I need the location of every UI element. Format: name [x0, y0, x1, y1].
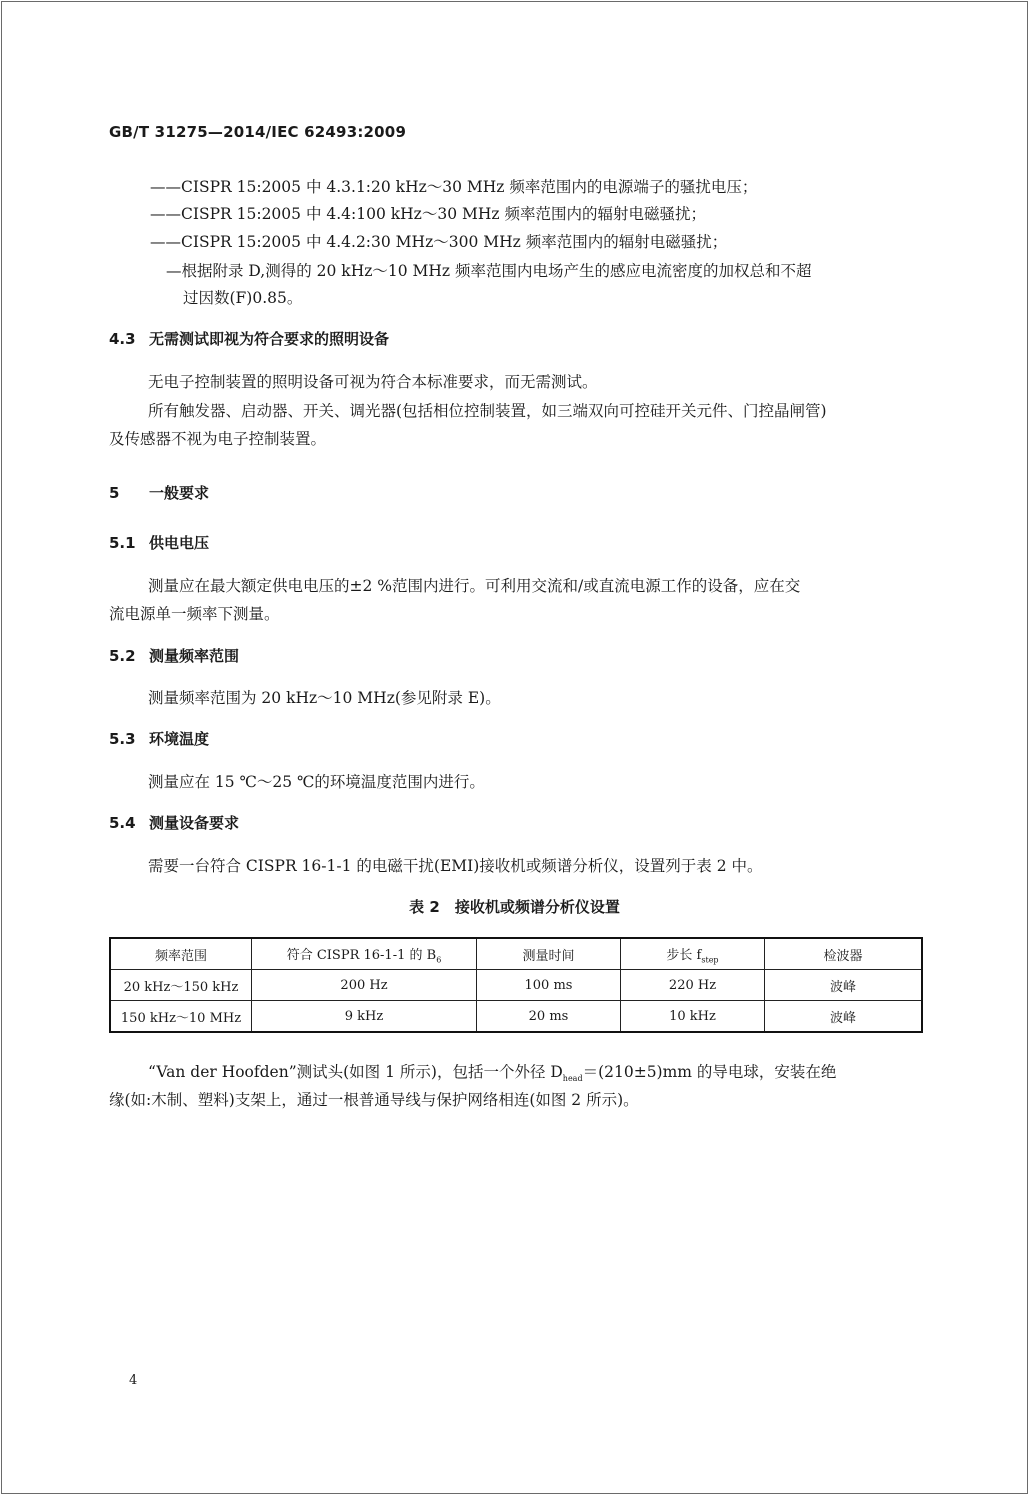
paragraph: 所有触发器、启动器、开关、调光器(包括相位控制装置，如三端双向可控硅开关元件、门控晶闸管)	[148, 402, 827, 420]
section-heading-5	[109, 482, 209, 503]
standard-header: GB/T 31275—2014/IEC 62493:2009	[109, 123, 407, 141]
section-title: 环境温度	[149, 730, 210, 748]
table-cell: 20 kHz～150 kHz	[110, 970, 252, 1001]
paragraph: 需要一台符合 CISPR 16-1-1 的电磁干扰(EMI)接收机或频谱分析仪，设置列于表 2 中。	[148, 857, 763, 875]
list-item: —根据附录 D,测得的 20 kHz～10 MHz 频率范围内电场产生的感应电流密度的加权总和不超	[166, 262, 812, 280]
header-cell: 频率范围	[110, 938, 252, 970]
section-title: 测量设备要求	[149, 814, 240, 832]
section-heading-5-3	[109, 728, 209, 749]
section-heading-4-3	[109, 328, 389, 349]
section-title: 无需测试即视为符合要求的照明设备	[149, 330, 390, 348]
table-cell: 200 Hz	[252, 970, 477, 1001]
section-number: 5	[109, 484, 120, 502]
table-cell: 波峰	[765, 1001, 923, 1033]
section-heading-5-4	[109, 812, 239, 833]
table-cell: 150 kHz～10 MHz	[110, 1001, 252, 1033]
paragraph: 流电源单一频率下测量。	[109, 605, 280, 623]
section-heading-5-2	[109, 645, 239, 666]
section-title: 一般要求	[149, 484, 210, 502]
table-row	[110, 1001, 922, 1033]
paragraph: 及传感器不视为电子控制装置。	[109, 430, 327, 448]
section-number: 4.3	[109, 330, 136, 348]
section-title: 供电电压	[149, 534, 210, 552]
section-number: 5.4	[109, 814, 136, 832]
section-number: 5.1	[109, 534, 136, 552]
header-cell: 测量时间	[477, 938, 621, 970]
list-item-continuation: 过因数(F)0.85。	[183, 289, 303, 307]
table-header-row	[110, 938, 922, 970]
paragraph: 测量应在最大额定供电电压的±2 %范围内进行。可利用交流和/或直流电源工作的设备，应在交	[148, 577, 801, 595]
page-number: 4	[129, 1373, 138, 1388]
section-title: 测量频率范围	[149, 647, 240, 665]
section-heading-5-1	[109, 532, 209, 553]
table-cell: 9 kHz	[252, 1001, 477, 1033]
table-cell: 100 ms	[477, 970, 621, 1001]
header-cell: 检波器	[765, 938, 923, 970]
paragraph: 无电子控制装置的照明设备可视为符合本标准要求，而无需测试。	[148, 373, 598, 391]
table-caption: 表 2 接收机或频谱分析仪设置	[409, 898, 620, 916]
paragraph: 测量频率范围为 20 kHz～10 MHz(参见附录 E)。	[148, 689, 501, 707]
section-number: 5.3	[109, 730, 136, 748]
list-item: ——CISPR 15:2005 中 4.4:100 kHz～30 MHz 频率范围内的辐射电磁骚扰；	[150, 205, 706, 223]
table-cell: 220 Hz	[621, 970, 765, 1001]
header-cell: 符合 CISPR 16-1-1 的 $B_6$	[252, 938, 477, 970]
list-item: ——CISPR 15:2005 中 4.3.1:20 kHz～30 MHz 频率范围内的电源端子的骚扰电压；	[150, 178, 758, 196]
table-cell: 10 kHz	[621, 1001, 765, 1033]
table-cell: 20 ms	[477, 1001, 621, 1033]
paragraph: “Van der Hoofden”测试头(如图 1 所示)，包括一个外径 $D_{head}=(210\pm 5)mm$ 的导电球，安装在绝	[148, 1063, 837, 1084]
paragraph: 缘(如:木制、塑料)支架上，通过一根普通导线与保护网络相连(如图 2 所示)。	[109, 1091, 639, 1109]
header-cell: 步长 $f_{step}$	[621, 938, 765, 970]
list-item: ——CISPR 15:2005 中 4.4.2:30 MHz～300 MHz 频率范围内的辐射电磁骚扰；	[150, 233, 728, 251]
table-cell: 波峰	[765, 970, 923, 1001]
table-row	[110, 970, 922, 1001]
paragraph: 测量应在 15 ℃～25 ℃的环境温度范围内进行。	[148, 773, 485, 791]
settings-table	[109, 937, 923, 1033]
section-number: 5.2	[109, 647, 136, 665]
